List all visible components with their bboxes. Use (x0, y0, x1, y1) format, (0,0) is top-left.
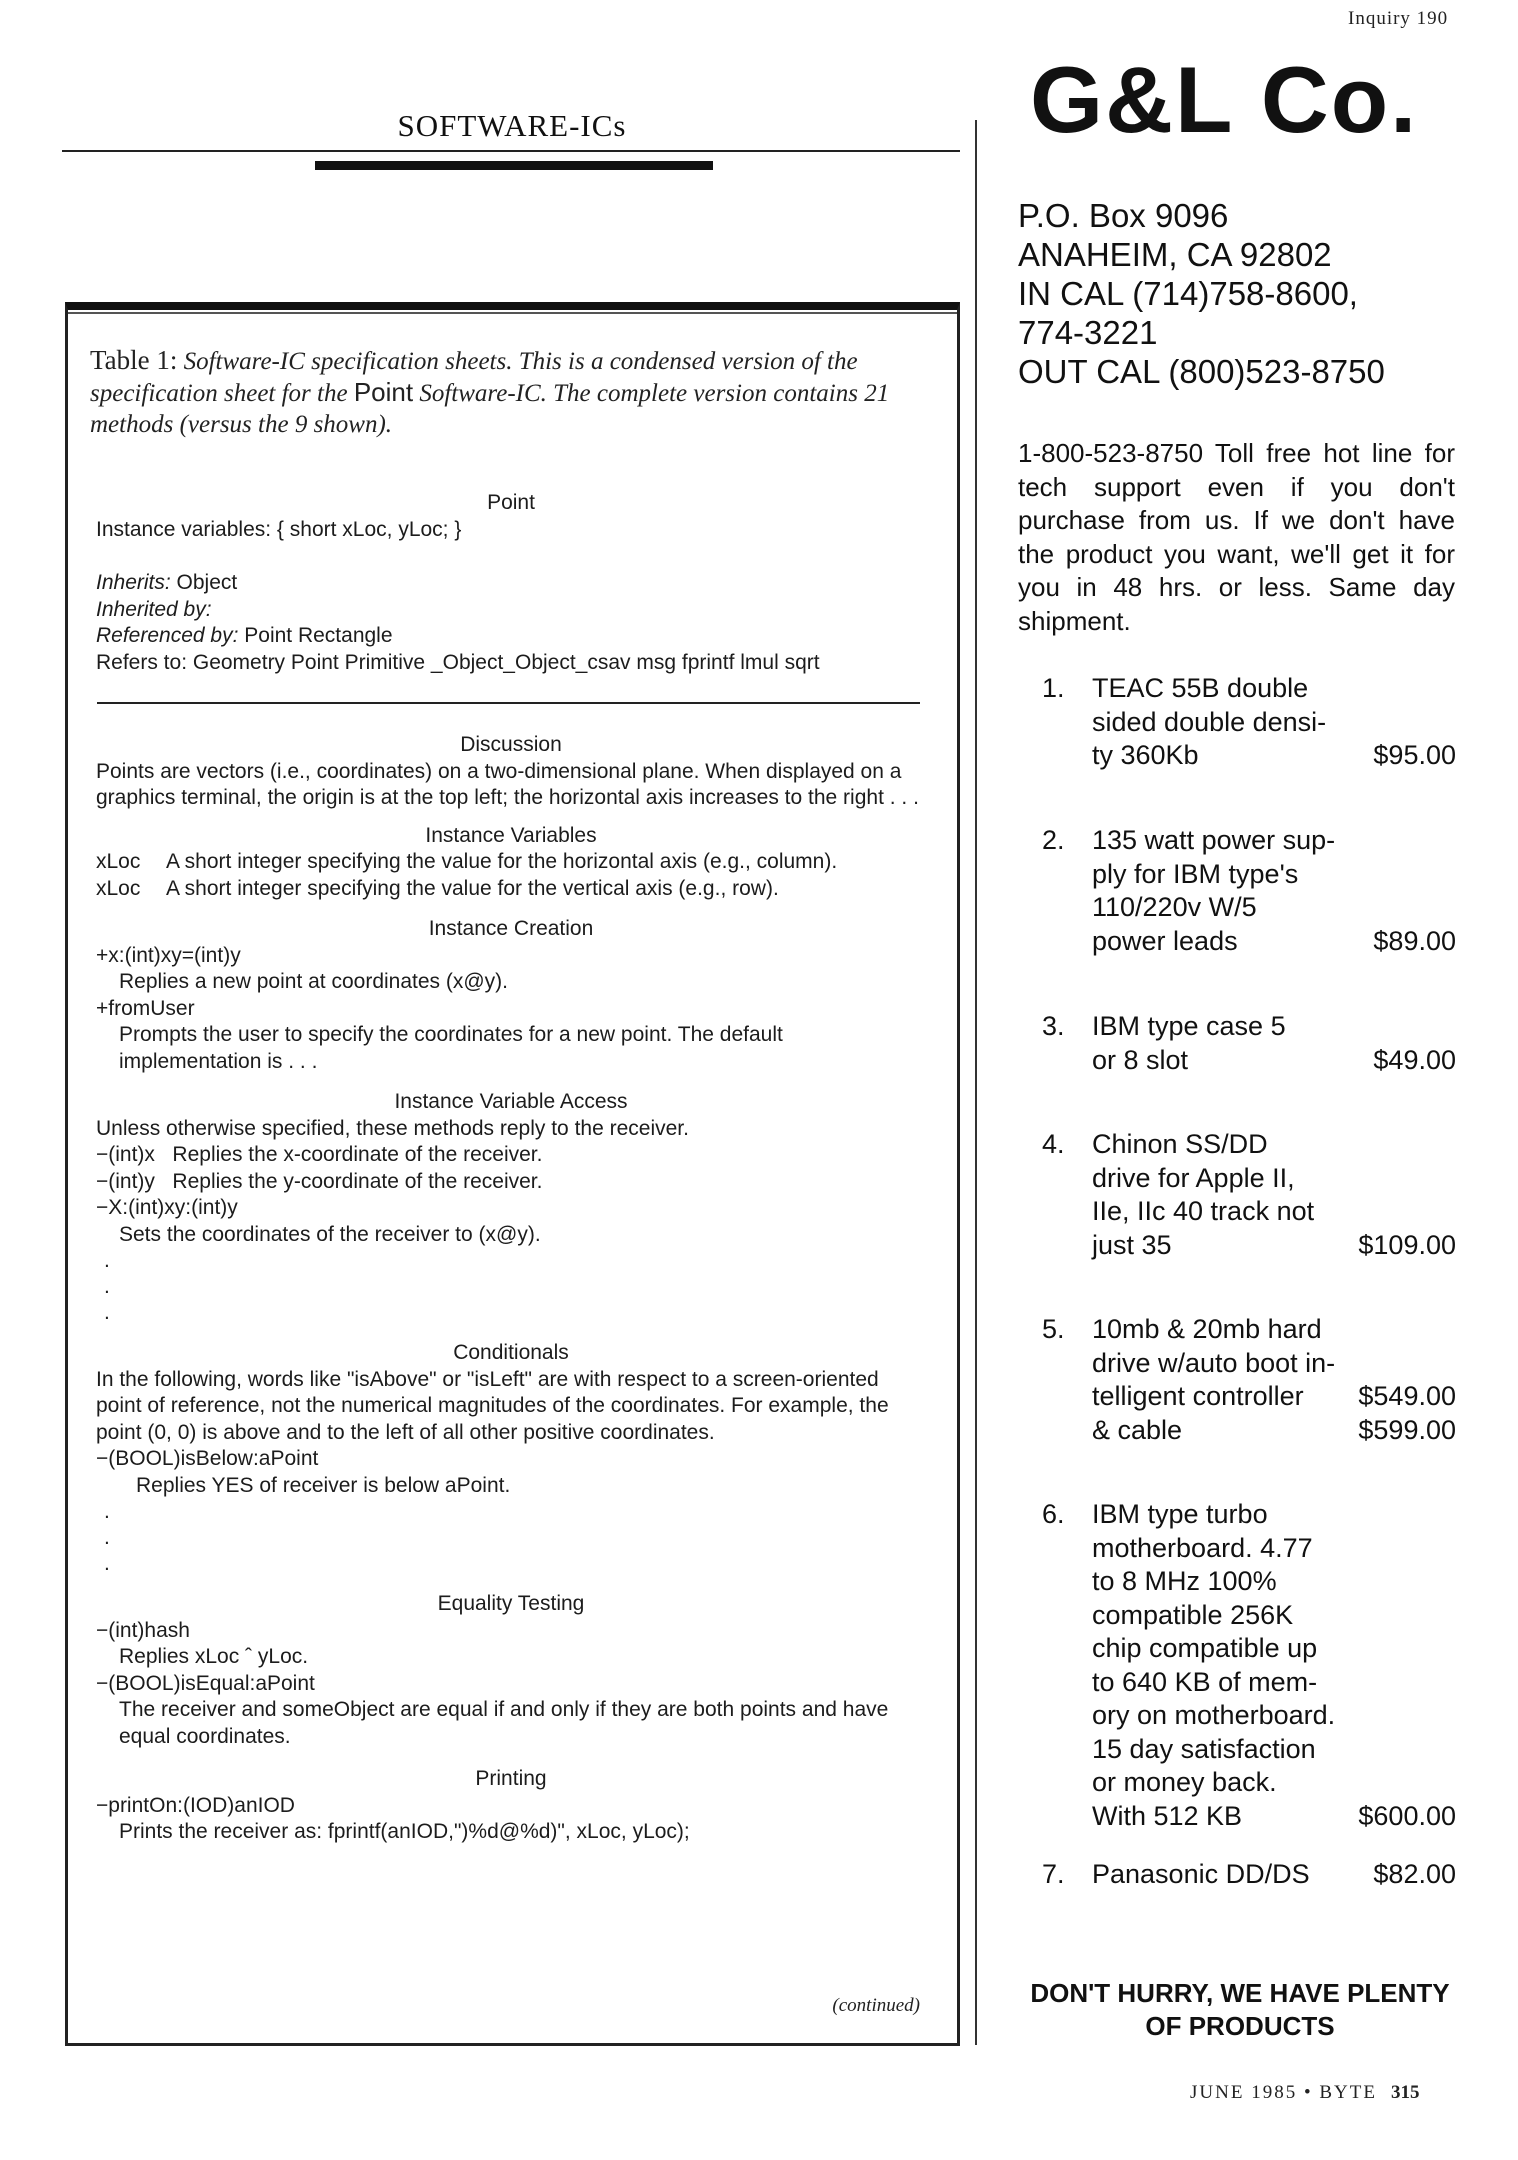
access-method-3-desc: Sets the coordinates of the receiver to (x@y). (119, 1222, 541, 1246)
address-block (1018, 196, 1478, 391)
cond-method-1-desc: Replies YES of receiver is below aPoint. (136, 1473, 511, 1497)
ellipsis-dot: . (104, 1275, 110, 1298)
caption-point: Point (353, 377, 414, 407)
spec-header (96, 490, 926, 676)
page-number: 315 (1390, 2082, 1420, 2103)
access-method-1: −(int)x Replies the x-coordinate of the receiver. (96, 1143, 543, 1166)
product-price: $549.00 (1358, 1381, 1456, 1411)
continued-note: (continued) (832, 1995, 920, 2016)
address-line: ANAHEIM, CA 92802 (1018, 236, 1332, 273)
table-frame-inner-rule (68, 312, 957, 314)
product-line: to 640 KB of mem- (1092, 1666, 1318, 1697)
caption-text-b: Software-IC. The complete version contains 21 methods (versus the 9 shown). (90, 380, 890, 438)
footer-publication: JUNE 1985 • BYTE (1190, 2082, 1377, 2103)
iv-xloc: xLoc A short integer specifying the value for the horizontal axis (e.g., column). (96, 850, 838, 873)
product-line: or 8 slot $49.00 (1092, 1044, 1456, 1078)
product-price: $49.00 (1373, 1044, 1456, 1075)
product-line: With 512 KB $600.00 (1092, 1800, 1456, 1834)
access-method-3: −X:(int)xy:(int)y (96, 1196, 238, 1219)
ellipsis-dot: . (104, 1526, 110, 1549)
creation-method-2-desc: Prompts the user to specify the coordinates for a new point. The default implementation is . . . (119, 1023, 783, 1073)
column-divider (975, 120, 977, 2045)
product-line: IIe, IIc 40 track not (1092, 1196, 1315, 1226)
product-line: telligent controller $549.00 (1092, 1380, 1456, 1414)
product-number: 1. (1042, 673, 1065, 703)
slogan-line: DON'T HURRY, WE HAVE PLENTY (1030, 1978, 1450, 2008)
product-line: sided double densi- (1092, 706, 1327, 737)
product-line: to 8 MHz 100% (1092, 1566, 1277, 1596)
product-line: ty 360Kb $95.00 (1092, 739, 1456, 773)
discussion-title: Discussion (460, 733, 562, 756)
iv-yloc: xLoc A short integer specifying the value for the vertical axis (e.g., row). (96, 876, 779, 900)
creation-method-1: +x:(int)xy=(int)y (96, 943, 241, 967)
product-line: ply for IBM type's (1092, 858, 1299, 889)
cond-method-1: −(BOOL)isBelow:aPoint (96, 1447, 319, 1470)
address-line: P.O. Box 9096 (1018, 197, 1229, 234)
caption-text-a: Software-IC specification sheets. This is a condensed version of the specification sheet for the (90, 348, 858, 407)
instance-vars-line: Instance variables: { short xLoc, yLoc; } (96, 517, 462, 541)
product-line: drive w/auto boot in- (1092, 1347, 1336, 1378)
product-number: 3. (1042, 1011, 1065, 1041)
product-price: $599.00 (1358, 1414, 1456, 1445)
title-bar (315, 161, 713, 170)
product-price: $600.00 (1358, 1800, 1456, 1831)
print-method-1-desc: Prints the receiver as: fprintf(anIOD,")%d@%d)", xLoc, yLoc); (119, 1820, 690, 1843)
conditionals-title: Conditionals (453, 1341, 569, 1364)
refers-to-line: Refers to: Geometry Point Primitive _Object_Object_csav msg fprintf lmul sqrt (96, 650, 820, 674)
print-method-1: −printOn:(IOD)anIOD (96, 1793, 295, 1817)
product-number: 6. (1042, 1499, 1065, 1529)
section-title: SOFTWARE-ICs (397, 108, 627, 143)
caption-lead: Table 1: (90, 345, 178, 375)
address-line: OUT CAL (800)523-8750 (1018, 353, 1385, 390)
spec-body (96, 732, 926, 1846)
page-footer (1190, 2082, 1419, 2104)
product-number: 7. (1042, 1859, 1065, 1889)
access-intro: Unless otherwise specified, these methods reply to the receiver. (96, 1116, 689, 1140)
brand-logo: G&L Co. (1030, 47, 1419, 152)
product-number: 5. (1042, 1314, 1065, 1344)
product-line: IBM type case 5 (1092, 1011, 1286, 1041)
product-line: & cable $599.00 (1092, 1414, 1456, 1448)
printing-title: Printing (475, 1767, 547, 1790)
product-line: 135 watt power sup- (1092, 825, 1336, 855)
table-caption (90, 345, 910, 440)
product-number: 4. (1042, 1129, 1065, 1159)
product-line: chip compatible up (1092, 1633, 1318, 1663)
conditionals-text: In the following, words like "isAbove" or "isLeft" are with respect to a screen-oriented point of reference, not the numerical magnitudes of the coordinates. For example, the point (0, 0) is above and to the left of all other positive coordinates. (96, 1367, 889, 1444)
instance-creation-title: Instance Creation (428, 917, 594, 940)
product-line: motherboard. 4.77 (1092, 1532, 1313, 1563)
ellipsis-dot: . (104, 1249, 110, 1272)
product-line: 15 day satisfaction (1092, 1733, 1316, 1764)
product-line: power leads $89.00 (1092, 925, 1456, 959)
title-rule (62, 150, 960, 152)
eq-method-2: −(BOOL)isEqual:aPoint (96, 1671, 315, 1695)
ellipsis-dot: . (104, 1301, 110, 1324)
product-line: 10mb & 20mb hard (1092, 1314, 1322, 1344)
spec-divider (97, 702, 920, 704)
address-line: 774-3221 (1018, 314, 1158, 351)
address-line: IN CAL (714)758-8600, (1018, 275, 1358, 312)
product-number: 2. (1042, 825, 1065, 855)
slogan-line: OF PRODUCTS (1145, 2011, 1335, 2041)
product-line: IBM type turbo (1092, 1499, 1268, 1529)
inherited-by-line: Inherited by: (96, 597, 212, 621)
product-line: compatible 256K (1092, 1599, 1294, 1630)
eq-method-1-desc: Replies xLoc ˆ yLoc. (119, 1645, 309, 1668)
eq-method-1: −(int)hash (96, 1618, 190, 1642)
product-line: 110/220v W/5 (1092, 892, 1257, 922)
ellipsis-dot: . (104, 1500, 110, 1523)
product-line: ory on motherboard. (1092, 1700, 1336, 1730)
product-price: $82.00 (1373, 1859, 1456, 1889)
point-title: Point (487, 491, 535, 514)
equality-title: Equality Testing (437, 1592, 585, 1615)
product-price: $109.00 (1358, 1229, 1456, 1260)
access-method-2: −(int)y Replies the y-coordinate of the receiver. (96, 1169, 543, 1193)
referenced-by-line: Referenced by: Point Rectangle (96, 624, 393, 647)
product-line: or money back. (1092, 1767, 1277, 1797)
eq-method-2-desc: The receiver and someObject are equal if and only if they are both points and have equal coordinates. (119, 1698, 889, 1748)
ellipsis-dot: . (104, 1552, 110, 1575)
ad-slogan (1010, 1977, 1470, 2043)
creation-method-2: +fromUser (96, 996, 195, 1020)
product-line: Panasonic DD/DS $82.00 (1092, 1858, 1456, 1892)
product-line: drive for Apple II, (1092, 1162, 1295, 1193)
product-line: Chinon SS/DD (1092, 1129, 1268, 1159)
product-line: just 35 $109.00 (1092, 1229, 1456, 1263)
instance-variables-title: Instance Variables (425, 823, 597, 847)
variable-access-title: Instance Variable Access (394, 1090, 628, 1113)
product-price: $89.00 (1373, 925, 1456, 956)
discussion-text: Points are vectors (i.e., coordinates) on a two-dimensional plane. When displayed on a graphics terminal, the origin is at the top left; the horizontal axis increases to the right . . . (96, 759, 919, 809)
creation-method-1-desc: Replies a new point at coordinates (x@y). (119, 970, 509, 993)
ad-intro: 1-800-523-8750 Toll free hot line for tech support even if you don't purchase from us. If we don't have the product you want, we'll get it for you in 48 hrs. or less. Same day shipment. (1018, 438, 1455, 636)
inherits-line: Inherits: Object (96, 571, 238, 594)
product-line: TEAC 55B double (1092, 673, 1309, 703)
product-price: $95.00 (1373, 740, 1456, 770)
inquiry-number: Inquiry 190 (1348, 8, 1449, 29)
